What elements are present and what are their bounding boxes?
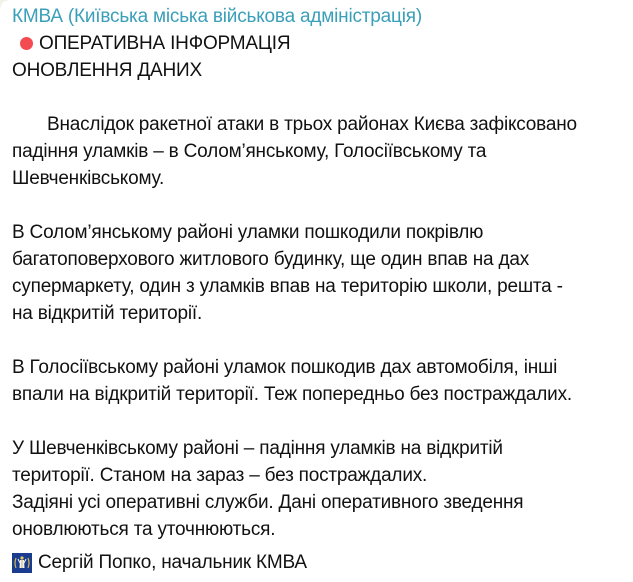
paragraph-line: У Шевченківському районі – падіння уламків на відкритій — [12, 438, 503, 459]
paragraph-2 — [12, 219, 625, 327]
paragraph-line-text: Внаслідок ракетної атаки в трьох районах Києва зафіксовано — [47, 114, 577, 135]
paragraph-line: території. Станом на зараз – без постраждалих. — [12, 465, 428, 486]
paragraph-line: багатоповерхового житлового будинку, ще один впав на дах — [12, 249, 530, 270]
spacer — [12, 192, 625, 219]
paragraph-1 — [12, 111, 625, 192]
paragraph-line: впали на відкритій території. Теж попередньо без постраждалих. — [12, 384, 572, 405]
paragraph-line: В Солом’янському районі уламки пошкодили покрівлю — [12, 222, 484, 243]
paragraph-line: В Голосіївському районі уламок пошкодив дах автомобіля, інші — [12, 357, 558, 378]
paragraph-4 — [12, 435, 625, 543]
paragraph-line: Задіяні усі оперативні служби. Дані оперативного зведення — [12, 492, 524, 513]
spacer — [12, 408, 625, 435]
heading-line-1 — [12, 30, 625, 57]
bubble-corner — [0, 0, 8, 8]
red-circle-icon — [20, 37, 33, 50]
kyiv-emblem-icon — [12, 553, 32, 573]
spacer — [12, 84, 625, 111]
paragraph-3 — [12, 354, 625, 408]
paragraph-line: Шевченківському. — [12, 168, 165, 189]
heading-line-2: ОНОВЛЕННЯ ДАНИХ — [12, 60, 202, 81]
paragraph-line: падіння уламків – в Солом’янському, Голосіївському та — [12, 141, 487, 162]
paragraph-line — [12, 111, 625, 138]
channel-title-link[interactable]: КМВА (Київська міська військова адміністрація) — [12, 6, 422, 27]
paragraph-line: оновлюються та уточнюються. — [12, 519, 276, 540]
spacer — [12, 327, 625, 354]
paragraph-line: супермаркету, один з уламків впав на територію школи, решта - — [12, 276, 563, 297]
heading-text-1: ОПЕРАТИВНА ІНФОРМАЦІЯ — [39, 33, 291, 54]
signature — [12, 551, 307, 575]
paragraph-line: на відкритій території. — [12, 303, 203, 324]
signature-text: Сергій Попко, начальник КМВА — [38, 552, 307, 573]
